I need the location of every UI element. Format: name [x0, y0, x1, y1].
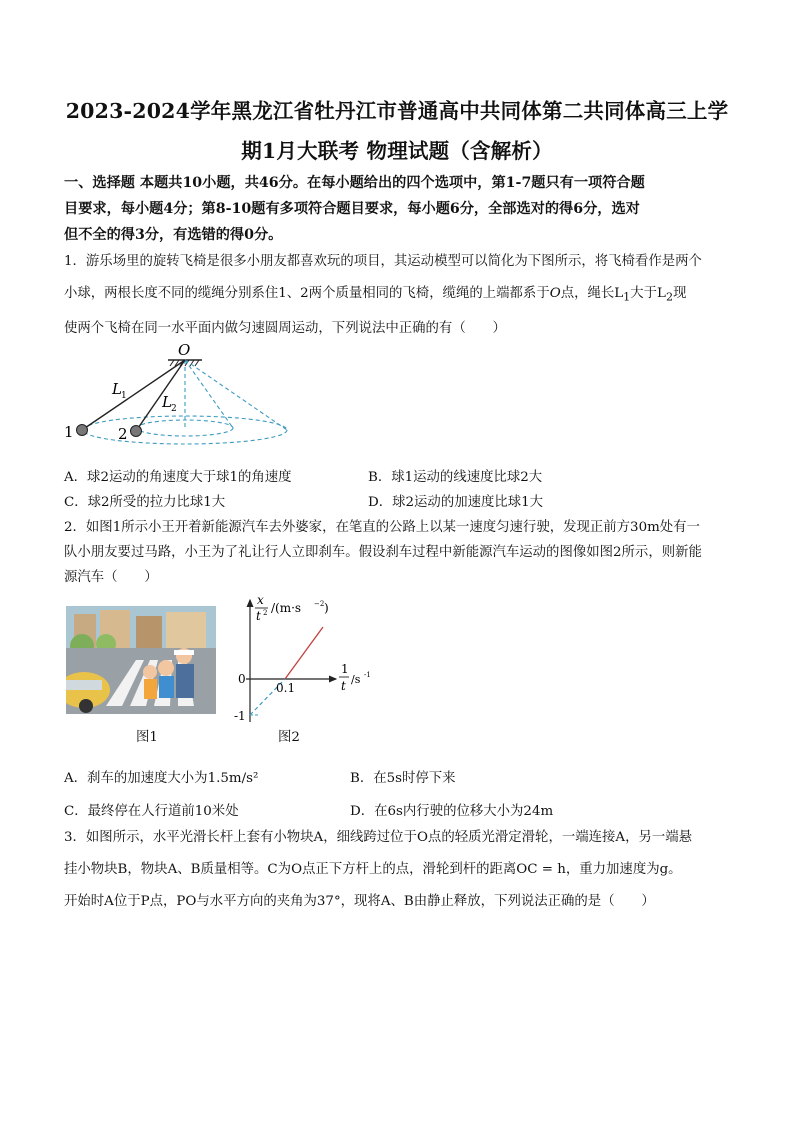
section-line-2: 目要求，每小题4分；第8-10题有多项符合题目要求，每小题6分，全部选对的得6分，选对	[64, 201, 640, 217]
y-label-unit: /(m·s	[271, 601, 302, 615]
q1-option-d: D．球2运动的加速度比球1大	[368, 495, 544, 510]
q2-option-c: C．最终停在人行道前10米处	[64, 804, 239, 819]
label-o: O	[178, 341, 191, 359]
label-l2: L	[162, 393, 172, 411]
point-o: O	[549, 286, 561, 301]
q2-graph	[224, 594, 384, 730]
fig2-caption: 图2	[278, 730, 300, 745]
q2-line-1: 2．如图1所示小王开着新能源汽车去外婆家，在笔直的公路上以某一速度匀速行驶，发现正前方30m处有一	[64, 520, 700, 535]
y-label-den: t	[256, 609, 261, 623]
x-label-num: 1	[341, 662, 349, 676]
y-tick-label: -1	[234, 709, 246, 723]
q2-option-d: D．在6s内行驶的位移大小为24m	[350, 804, 554, 819]
section-line-1: 一、选择题 本题共10小题，共46分。在每小题给出的四个选项中，第1-7题只有一项符合题	[64, 175, 645, 191]
ball-2-label: 2	[118, 425, 128, 443]
q2-option-b: B．在5s时停下来	[350, 771, 456, 786]
ball-1	[77, 425, 88, 436]
q2-line-2: 队小朋友要过马路，小王为了礼让行人立即刹车。假设刹车过程中新能源汽车运动的图像如图2所示，则新能	[64, 545, 702, 560]
x-tick-label: 0.1	[276, 681, 296, 695]
q1-text: 现	[673, 286, 687, 301]
q1-text: 小球，两根长度不同的缆绳分别系住1、2两个质量相同的飞椅，缆绳的上端都系于	[64, 286, 550, 301]
section-instructions	[64, 170, 732, 248]
label-l2-sub: 2	[171, 404, 177, 414]
subscript: 2	[665, 290, 674, 304]
label-l1-sub: 1	[121, 391, 127, 401]
x-label-den: t	[341, 679, 346, 693]
q2-option-a: A．刹车的加速度大小为1.5m/s²	[64, 771, 259, 786]
q1-swing-figure	[60, 340, 300, 450]
q2-crossing-illustration	[66, 606, 216, 714]
q1-option-a: A．球2运动的角速度大于球1的角速度	[64, 470, 292, 485]
q1-line-1: 1．游乐场里的旋转飞椅是很多小朋友都喜欢玩的项目，其运动模型可以简化为下图所示，将飞椅看作是两个	[64, 254, 702, 269]
q3-line-2: 挂小物块B，物块A、B质量相等。C为O点正下方杆上的点，滑轮到杆的距离OC = h，重力加速度为g。	[64, 862, 682, 877]
origin-label: 0	[238, 672, 246, 686]
section-line-3: 但不全的得3分，有选错的得0分。	[64, 227, 283, 243]
q1-line-3: 使两个飞椅在同一水平面内做匀速圆周运动，下列说法中正确的有（ ）	[64, 321, 506, 336]
q3-line-3: 开始时A位于P点，PO与水平方向的夹角为37°，现将A、B由静止释放，下列说法正确的是（ ）	[64, 894, 655, 909]
ball-2	[131, 426, 142, 437]
document-title-line-1: 2023-2024学年黑龙江省牡丹江市普通高中共同体第二共同体高三上学	[65, 99, 729, 123]
q1-line-2	[64, 282, 744, 304]
subscript: 1	[623, 290, 631, 304]
y-label-num: x	[257, 594, 264, 607]
x-label-exp: -1	[364, 671, 371, 679]
ball-1-label: 1	[64, 423, 74, 441]
q3-line-1: 3．如图所示，水平光滑长杆上套有小物块A，细线跨过位于O点的轻质光滑定滑轮，一端连接A，另一端悬	[64, 830, 693, 845]
q1-text: 点，绳长L	[560, 286, 624, 301]
x-label-unit: /s	[351, 673, 361, 686]
q1-option-b: B．球1运动的线速度比球2大	[368, 470, 543, 485]
q1-text: 大于L	[630, 286, 666, 301]
document-title-line-2: 期1月大联考 物理试题（含解析）	[241, 139, 553, 163]
y-label-den-exp: 2	[263, 609, 268, 617]
q2-line-3: 源汽车（ ）	[64, 570, 158, 585]
label-l1: L	[112, 380, 122, 398]
y-label-close: )	[324, 601, 329, 615]
cone-dashed	[83, 360, 287, 444]
y-label-unit-exp: −2	[314, 600, 325, 608]
graph-line	[285, 627, 323, 679]
fig1-caption: 图1	[136, 730, 158, 745]
q1-option-c: C．球2所受的拉力比球1大	[64, 495, 226, 510]
